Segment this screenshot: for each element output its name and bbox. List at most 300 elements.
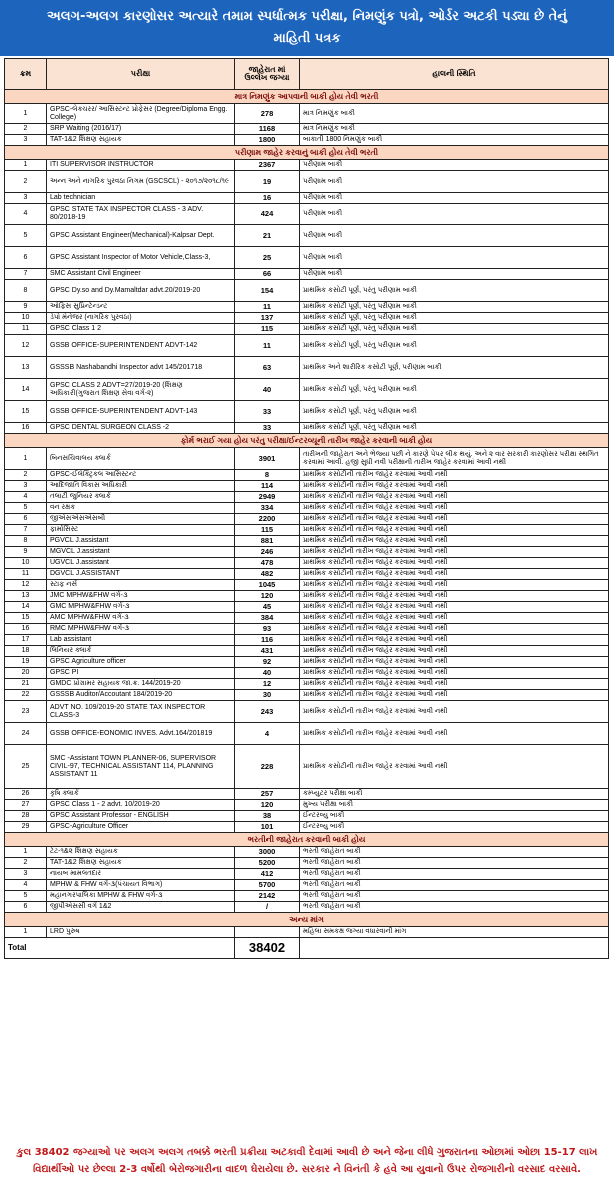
table-row: [5, 822, 609, 833]
column-header-posts: જાહેરાત માં ઉલ્લેખ જગ્યા: [235, 59, 300, 90]
section-title: ભરતીની જાહેરાત કરવાની બાકી હોય: [5, 833, 609, 847]
row-serial: 15: [5, 401, 47, 423]
row-exam: વન રક્ષક: [47, 503, 235, 514]
table-row: [5, 225, 609, 247]
row-status: પ્રાથમિક કસોટીની તારીખ જાહેર કરવામાં આવી નથી: [300, 503, 609, 514]
section-title: માત્ર નિમણુંક આપવાની બાકી હોય તેવી ભરતી: [5, 90, 609, 104]
row-serial: 2: [5, 858, 47, 869]
table-row: [5, 525, 609, 536]
row-exam: GPSC PI: [47, 668, 235, 679]
row-serial: 6: [5, 902, 47, 913]
row-status: ભરતી જાહેરાત બાકી: [300, 847, 609, 858]
row-exam: ITI SUPERVISOR INSTRUCTOR: [47, 160, 235, 171]
row-posts: 246: [235, 547, 300, 558]
row-status: પ્રાથમિક કસોટીની તારીખ જાહેર કરવામાં આવી નથી: [300, 580, 609, 591]
table-row: [5, 668, 609, 679]
row-exam: તલાટી જુનિયર ક્લાર્ક: [47, 492, 235, 503]
row-posts: 8: [235, 470, 300, 481]
section-title: અન્ય માંગ: [5, 913, 609, 927]
row-serial: 21: [5, 679, 47, 690]
row-exam: RMC MPHW&FHW વર્ગ-૩: [47, 624, 235, 635]
table-row: [5, 569, 609, 580]
row-posts: 33: [235, 401, 300, 423]
row-exam: ટેટ-૧&૨ શિક્ષણ સહાયક: [47, 847, 235, 858]
table-row: [5, 891, 609, 902]
row-status: પ્રાથમિક કસોટીની તારીખ જાહેર કરવામાં આવી નથી: [300, 668, 609, 679]
row-posts: 63: [235, 357, 300, 379]
row-serial: 6: [5, 514, 47, 525]
row-exam: મહાનગરપાલિકા MPHW & FHW વર્ગ-૩: [47, 891, 235, 902]
table-row: [5, 811, 609, 822]
table-row: [5, 379, 609, 401]
table-header-row: [5, 59, 609, 90]
row-status: પ્રાથમિક કસોટીની તારીખ જાહેર કરવામાં આવી નથી: [300, 536, 609, 547]
row-exam: GPSC DENTAL SURGEON CLASS -2: [47, 423, 235, 434]
row-serial: 29: [5, 822, 47, 833]
row-exam: Lab technician: [47, 193, 235, 204]
row-serial: 12: [5, 580, 47, 591]
total-empty: [300, 938, 609, 959]
total-label: Total: [5, 938, 235, 959]
row-status: પ્રાથમિક કસોટી પૂર્ણ, પરંતુ પરીણામ બાકી: [300, 379, 609, 401]
row-serial: 14: [5, 379, 47, 401]
row-exam: GPSC Class 1 - 2 advt. 10/2019-20: [47, 800, 235, 811]
row-serial: 14: [5, 602, 47, 613]
row-serial: 2: [5, 470, 47, 481]
table-row: [5, 800, 609, 811]
row-exam: બિનસચિવાલય ક્લાર્ક: [47, 448, 235, 470]
row-exam: જીએસએસએસબી: [47, 514, 235, 525]
table-row: [5, 324, 609, 335]
row-status: પ્રાથમિક કસોટી પૂર્ણ, પરંતુ પરીણામ બાકી: [300, 313, 609, 324]
row-status: ઈન્ટરવ્યુ બાકી: [300, 811, 609, 822]
row-exam: અન્ન અને નાગરિક પુરવઠા નિગમ (GSCSCL) - ૨૦૧૭/૨૦૧૮/૧૯: [47, 171, 235, 193]
table-row: [5, 602, 609, 613]
table-row: [5, 193, 609, 204]
row-posts: 881: [235, 536, 300, 547]
row-serial: 25: [5, 745, 47, 789]
table-row: [5, 204, 609, 225]
row-status: પ્રાથમિક કસોટીની તારીખ જાહેર કરવામાં આવી નથી: [300, 481, 609, 492]
section-header-row: [5, 833, 609, 847]
table-row: [5, 690, 609, 701]
row-status: ભરતી જાહેરાત બાકી: [300, 869, 609, 880]
row-posts: 101: [235, 822, 300, 833]
row-serial: 6: [5, 247, 47, 269]
row-posts: 115: [235, 324, 300, 335]
header-title-line1: અલગ-અલગ કારણોસર અત્યારે તમામ સ્પર્ધાત્મક પરીક્ષા, નિમણુંક પત્રો, ઓર્ડર અટકી પડ્યા છે તેનું: [47, 9, 567, 24]
row-posts: 424: [235, 204, 300, 225]
row-exam: GPSC Assistant Professor - ENGLISH: [47, 811, 235, 822]
row-status: પ્રાથમિક કસોટીની તારીખ જાહેર કરવામાં આવી નથી: [300, 492, 609, 503]
row-posts: 1168: [235, 124, 300, 135]
row-exam: આદિજાતિ વિકાસ અધિકારી: [47, 481, 235, 492]
section-header-row: [5, 434, 609, 448]
row-posts: 116: [235, 635, 300, 646]
row-serial: 4: [5, 492, 47, 503]
row-serial: 17: [5, 635, 47, 646]
row-posts: 16: [235, 193, 300, 204]
row-serial: 20: [5, 668, 47, 679]
row-posts: /: [235, 902, 300, 913]
row-exam: GMC MPHW&FHW વર્ગ-૩: [47, 602, 235, 613]
row-posts: 115: [235, 525, 300, 536]
section-header-row: [5, 90, 609, 104]
row-serial: 5: [5, 225, 47, 247]
row-status: પ્રાથમિક અને શારીરિક કસોટી પૂર્ણ, પરીણામ બાકી: [300, 357, 609, 379]
row-posts: 412: [235, 869, 300, 880]
table-row: [5, 657, 609, 668]
row-exam: GPSC CLASS 2 ADVT=27/2019-20 (શિક્ષણ અધિકારી(ગુજરાત શિક્ષણ સેવા વર્ગ-૨): [47, 379, 235, 401]
section-title: પરીણામ જાહેર કરવાનું બાકી હોય તેવી ભરતી: [5, 146, 609, 160]
table-row: [5, 847, 609, 858]
row-posts: 482: [235, 569, 300, 580]
row-status: પ્રાથમિક કસોટીની તારીખ જાહેર કરવામાં આવી નથી: [300, 624, 609, 635]
row-posts: 2949: [235, 492, 300, 503]
row-serial: 19: [5, 657, 47, 668]
row-status: પ્રાથમિક કસોટીની તારીખ જાહેર કરવામાં આવી નથી: [300, 558, 609, 569]
row-status: તારીખની જાહેરાત અને ભેજ્યા પછી ને કારણે પેપર લીક થયું. અને ૨ વાર સરકારી કારણોસર પરીક્ષા સ્થગિત કરવામાં આવી. હજી સુધી નવી પરીક્ષાની તારીખ જાહેર કરવામાં આવી નથી: [300, 448, 609, 470]
row-serial: 4: [5, 204, 47, 225]
row-serial: 3: [5, 869, 47, 880]
table-row: [5, 470, 609, 481]
row-serial: 23: [5, 701, 47, 723]
row-serial: 7: [5, 269, 47, 280]
row-posts: 40: [235, 379, 300, 401]
table-row: [5, 858, 609, 869]
table-row: [5, 160, 609, 171]
row-posts: 2142: [235, 891, 300, 902]
table-row: [5, 679, 609, 690]
row-exam: LRD પુરુષ: [47, 927, 235, 938]
table-row: [5, 401, 609, 423]
row-exam: GSSB OFFICE-EONOMIC INVES. Advt.164/201819: [47, 723, 235, 745]
table-row: [5, 880, 609, 891]
row-status: પ્રાથમિક કસોટીની તારીખ જાહેર કરવામાં આવી નથી: [300, 690, 609, 701]
column-header-exam: પરીક્ષા: [47, 59, 235, 90]
table-row: [5, 723, 609, 745]
row-exam: GSSSB Nashabandhi Inspector advt 145/201718: [47, 357, 235, 379]
row-posts: 3901: [235, 448, 300, 470]
row-status: ભરતી જાહેરાત બાકી: [300, 880, 609, 891]
row-serial: 11: [5, 324, 47, 335]
row-serial: 4: [5, 880, 47, 891]
table-row: [5, 558, 609, 569]
row-exam: GPSC Class 1 2: [47, 324, 235, 335]
row-posts: 21: [235, 225, 300, 247]
row-posts: 2367: [235, 160, 300, 171]
row-posts: 243: [235, 701, 300, 723]
row-serial: 24: [5, 723, 47, 745]
table-row: [5, 492, 609, 503]
table-row: [5, 580, 609, 591]
table-row: [5, 269, 609, 280]
table-row: [5, 902, 609, 913]
table-row: [5, 423, 609, 434]
row-exam: SRP Waiting (2016/17): [47, 124, 235, 135]
row-status: પરીણામ બાકી: [300, 225, 609, 247]
row-status: પ્રાથમિક કસોટી પૂર્ણ, પરંતુ પરીણામ બાકી: [300, 280, 609, 302]
row-exam: GPSC Assistant Inspector of Motor Vehicle,Class-3,: [47, 247, 235, 269]
row-posts: 120: [235, 591, 300, 602]
table-row: [5, 313, 609, 324]
row-posts: 120: [235, 800, 300, 811]
row-status: પ્રાથમિક કસોટીની તારીખ જાહેર કરવામાં આવી નથી: [300, 701, 609, 723]
row-status: પરીણામ બાકી: [300, 171, 609, 193]
row-serial: 8: [5, 536, 47, 547]
row-status: પ્રાથમિક કસોટીની તારીખ જાહેર કરવામાં આવી નથી: [300, 679, 609, 690]
row-exam: નાયબ મામલતદાર: [47, 869, 235, 880]
row-posts: 1045: [235, 580, 300, 591]
row-exam: Lab assistant: [47, 635, 235, 646]
row-exam: PGVCL J.assistant: [47, 536, 235, 547]
row-status: ભરતી જાહેરાત બાકી: [300, 902, 609, 913]
row-exam: JMC MPHW&FHW વર્ગ-૩: [47, 591, 235, 602]
row-exam: GPSC Agriculture officer: [47, 657, 235, 668]
row-posts: 11: [235, 335, 300, 357]
row-status: કમ્પ્યુટર પરીક્ષા બાકી: [300, 789, 609, 800]
table-row: [5, 624, 609, 635]
row-serial: 11: [5, 569, 47, 580]
row-status: પ્રાથમિક કસોટી પૂર્ણ, પરંતુ પરીણામ બાકી: [300, 302, 609, 313]
row-status: પરીણામ બાકી: [300, 204, 609, 225]
row-status: પ્રાથમિક કસોટીની તારીખ જાહેર કરવામાં આવી નથી: [300, 613, 609, 624]
table-row: [5, 104, 609, 124]
row-posts: 93: [235, 624, 300, 635]
row-posts: 45: [235, 602, 300, 613]
row-serial: 3: [5, 135, 47, 146]
row-posts: 154: [235, 280, 300, 302]
row-serial: 5: [5, 503, 47, 514]
row-exam: GPSC Dy.so and Dy.Mamaltdar advt.20/2019-20: [47, 280, 235, 302]
row-posts: 2200: [235, 514, 300, 525]
column-header-serial: ક્રમ: [5, 59, 47, 90]
table-row: [5, 448, 609, 470]
row-posts: 11: [235, 302, 300, 313]
row-serial: 10: [5, 313, 47, 324]
row-exam: TAT-1&2 શિક્ષણ સહાયક: [47, 135, 235, 146]
row-serial: 16: [5, 423, 47, 434]
row-exam: GPSC Assistant Engineer(Mechanical)-Kalpsar Dept.: [47, 225, 235, 247]
table-row: [5, 591, 609, 602]
row-status: પ્રાથમિક કસોટીની તારીખ જાહેર કરવામાં આવી નથી: [300, 723, 609, 745]
row-exam: GPSC-લેક્ચરર/ આસિસ્ટન્ટ પ્રોફેસર (Degree/Diploma Engg. College): [47, 104, 235, 124]
row-status: પ્રાથમિક કસોટીની તારીખ જાહેર કરવામાં આવી નથી: [300, 525, 609, 536]
row-exam: AMC MPHW&FHW વર્ગ-૩: [47, 613, 235, 624]
row-posts: 38: [235, 811, 300, 822]
row-exam: લિનિયર ક્લાર્ક: [47, 646, 235, 657]
table-row: [5, 171, 609, 193]
table-row: [5, 927, 609, 938]
row-exam: જીપીએસસી વર્ગ 1&2: [47, 902, 235, 913]
table-row: [5, 745, 609, 789]
row-posts: 66: [235, 269, 300, 280]
section-header-row: [5, 913, 609, 927]
row-exam: સ્ટાફ નર્સ: [47, 580, 235, 591]
row-posts: 5200: [235, 858, 300, 869]
row-serial: 26: [5, 789, 47, 800]
row-serial: 1: [5, 448, 47, 470]
table-row: [5, 247, 609, 269]
row-posts: 431: [235, 646, 300, 657]
table-row: [5, 302, 609, 313]
section-header-row: [5, 146, 609, 160]
row-posts: 5700: [235, 880, 300, 891]
recruitment-status-table: [4, 58, 609, 959]
row-exam: SMC -Assistant TOWN PLANNER-06, SUPERVISOR CIVIL-97, TECHNICAL ASSISTANT 114, PLANNING ASSISTANT 11: [47, 745, 235, 789]
row-exam: GMDC પ્રોગ્રામર સહાયક જા.ક્ર. 144/2019-20: [47, 679, 235, 690]
row-serial: 28: [5, 811, 47, 822]
row-exam: ફાર્માસિસ્ટ: [47, 525, 235, 536]
row-exam: TAT-1&2 શિક્ષણ સહાયક: [47, 858, 235, 869]
row-exam: MPHW & FHW વર્ગ-૩(પંચાયત વિભાગ): [47, 880, 235, 891]
row-posts: 478: [235, 558, 300, 569]
row-status: પરીણામ બાકી: [300, 193, 609, 204]
row-serial: 8: [5, 280, 47, 302]
row-status: પ્રાથમિક કસોટી પૂર્ણ, પરંતુ પરીણામ બાકી: [300, 324, 609, 335]
row-status: પ્રાથમિક કસોટી પૂર્ણ, પરંતુ પરીણામ બાકી: [300, 423, 609, 434]
row-status: પ્રાથમિક કસોટીની તારીખ જાહેર કરવામાં આવી નથી: [300, 635, 609, 646]
row-status: પરીણામ બાકી: [300, 269, 609, 280]
row-exam: GPSC STATE TAX INSPECTOR CLASS - 3 ADV. 80/2018-19: [47, 204, 235, 225]
row-posts: 114: [235, 481, 300, 492]
row-exam: GPSC-Agriculture Officer: [47, 822, 235, 833]
row-posts: 384: [235, 613, 300, 624]
table-row: [5, 547, 609, 558]
row-serial: 13: [5, 591, 47, 602]
footer-note: કુલ 38402 જગ્યાઓ પર અલગ અલગ તબક્કે ભરતી પ્રક્રીયા અટકાવી દેવામાં આવી છે અને જેના લીધે ગુજરાતના ઓછામાં ઓછા 15-17 લાખ વિદ્યાર્થીઓ પર છેલ્લા 2-3 વર્ષોથી બેરોજગારીના વાદળ ઘેરાયેલા છે. સરકાર ને વિનંતી કે હવે આ યુવાનો ઉપર રોજગારીનો વરસાદ વરસાવે.: [16, 1147, 598, 1175]
table-row: [5, 536, 609, 547]
column-header-status: હાલની સ્થિતિ: [300, 59, 609, 90]
row-status: માત્ર નિમણુંક બાકી: [300, 124, 609, 135]
row-status: પરીણામ બાકી: [300, 247, 609, 269]
row-posts: 4: [235, 723, 300, 745]
table-row: [5, 357, 609, 379]
total-row: [5, 938, 609, 959]
row-exam: ડેપો મેનેજર (નાગરિક પુરવઠા): [47, 313, 235, 324]
row-exam: ઓફિસ સુપ્રિન્ટેન્ડન્ટ: [47, 302, 235, 313]
row-status: પ્રાથમિક કસોટીની તારીખ જાહેર કરવામાં આવી નથી: [300, 514, 609, 525]
table-row: [5, 514, 609, 525]
row-serial: 7: [5, 525, 47, 536]
row-status: ભરતી જાહેરાત બાકી: [300, 891, 609, 902]
row-posts: 33: [235, 423, 300, 434]
row-exam: GSSSB Auditor/Accoutant 184/2019-20: [47, 690, 235, 701]
row-posts: 278: [235, 104, 300, 124]
row-status: પ્રાથમિક કસોટીની તારીખ જાહેર કરવામાં આવી નથી: [300, 569, 609, 580]
row-status: પ્રાથમિક કસોટીની તારીખ જાહેર કરવામાં આવી નથી: [300, 602, 609, 613]
row-serial: 1: [5, 104, 47, 124]
row-exam: GSSB OFFICE-SUPERINTENDENT ADVT-142: [47, 335, 235, 357]
row-serial: 3: [5, 193, 47, 204]
row-posts: 228: [235, 745, 300, 789]
row-status: પ્રાથમિક કસોટીની તારીખ જાહેર કરવામાં આવી નથી: [300, 591, 609, 602]
table-row: [5, 124, 609, 135]
row-exam: GSSB OFFICE-SUPERINTENDENT ADVT-143: [47, 401, 235, 423]
row-status: ભરતી જાહેરાત બાકી: [300, 858, 609, 869]
row-serial: 1: [5, 927, 47, 938]
row-status: પરીણામ બાકી: [300, 160, 609, 171]
table-row: [5, 701, 609, 723]
row-serial: 12: [5, 335, 47, 357]
row-status: પ્રાથમિક કસોટી પૂર્ણ, પરંતુ પરીણામ બાકી: [300, 401, 609, 423]
table-row: [5, 280, 609, 302]
row-status: માત્ર નિમણુંક બાકી: [300, 104, 609, 124]
row-status: મહિલા સમકક્ષ જગ્યા વધારવાની માંગ: [300, 927, 609, 938]
row-exam: ADVT NO. 109/2019-20 STATE TAX INSPECTOR CLASS-3: [47, 701, 235, 723]
row-status: મુખ્ય પરીક્ષા બાકી: [300, 800, 609, 811]
section-title: ફોર્મ ભરાઈ ગયા હોય પરંતુ પરીક્ષા/ઈન્ટરવ્યૂની તારીખ જાહેર કરવાની બાકી હોય: [5, 434, 609, 448]
row-posts: 19: [235, 171, 300, 193]
row-status: પ્રાથમિક કસોટીની તારીખ જાહેર કરવામાં આવી નથી: [300, 470, 609, 481]
row-serial: 16: [5, 624, 47, 635]
row-posts: 3000: [235, 847, 300, 858]
row-exam: કૃષિ ક્લાર્ક: [47, 789, 235, 800]
table-row: [5, 135, 609, 146]
row-serial: 2: [5, 124, 47, 135]
row-serial: 1: [5, 160, 47, 171]
row-status: ઈન્ટરવ્યુ બાકી: [300, 822, 609, 833]
row-posts: 12: [235, 679, 300, 690]
document-header: [0, 0, 614, 56]
row-exam: UGVCL J.assistant: [47, 558, 235, 569]
row-exam: GPSC-ઈલેક્ટ્રિકલ આસિસ્ટન્ટ: [47, 470, 235, 481]
row-status: બાકાતી 1800 નિમણુંક બાકી: [300, 135, 609, 146]
row-posts: [235, 927, 300, 938]
table-row: [5, 635, 609, 646]
row-serial: 2: [5, 171, 47, 193]
row-status: પ્રાથમિક કસોટી પૂર્ણ, પરંતુ પરીણામ બાકી: [300, 335, 609, 357]
total-value: 38402: [235, 938, 300, 959]
row-serial: 15: [5, 613, 47, 624]
table-body: [5, 90, 609, 959]
row-posts: 257: [235, 789, 300, 800]
row-status: પ્રાથમિક કસોટીની તારીખ જાહેર કરવામાં આવી નથી: [300, 547, 609, 558]
row-posts: 40: [235, 668, 300, 679]
row-exam: DGVCL J.ASSISTANT: [47, 569, 235, 580]
row-status: પ્રાથમિક કસોટીની તારીખ જાહેર કરવામાં આવી નથી: [300, 745, 609, 789]
row-posts: 1800: [235, 135, 300, 146]
row-serial: 9: [5, 547, 47, 558]
table-row: [5, 613, 609, 624]
table-row: [5, 481, 609, 492]
row-posts: 334: [235, 503, 300, 514]
table-row: [5, 869, 609, 880]
row-serial: 13: [5, 357, 47, 379]
row-serial: 18: [5, 646, 47, 657]
row-serial: 22: [5, 690, 47, 701]
table-row: [5, 789, 609, 800]
row-exam: SMC Assistant Civil Engineer: [47, 269, 235, 280]
row-serial: 27: [5, 800, 47, 811]
row-status: પ્રાથમિક કસોટીની તારીખ જાહેર કરવામાં આવી નથી: [300, 657, 609, 668]
row-serial: 1: [5, 847, 47, 858]
table-row: [5, 503, 609, 514]
row-serial: 9: [5, 302, 47, 313]
row-serial: 10: [5, 558, 47, 569]
header-title-line2: માહિતી પત્રક: [273, 31, 341, 46]
table-row: [5, 335, 609, 357]
row-posts: 25: [235, 247, 300, 269]
table-row: [5, 646, 609, 657]
row-exam: MGVCL J.assistant: [47, 547, 235, 558]
row-serial: 3: [5, 481, 47, 492]
row-posts: 92: [235, 657, 300, 668]
row-status: પ્રાથમિક કસોટીની તારીખ જાહેર કરવામાં આવી નથી: [300, 646, 609, 657]
row-posts: 137: [235, 313, 300, 324]
row-posts: 30: [235, 690, 300, 701]
row-serial: 5: [5, 891, 47, 902]
